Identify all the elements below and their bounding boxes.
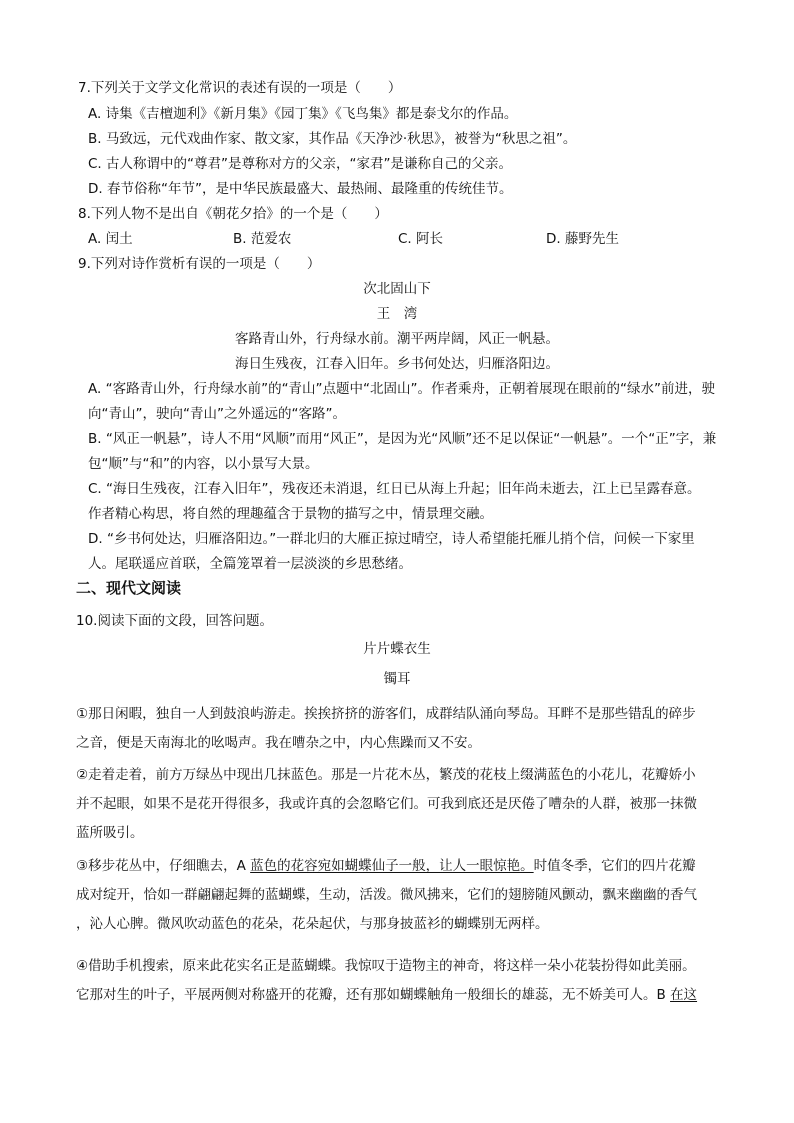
q8-option-a: A. 闰土	[88, 231, 133, 247]
q9-option-b-line2: 包“顺”与“和”的内容，以小景写大景。	[88, 456, 319, 472]
q7-option-a: A. 诗集《吉檀迦利》《新月集》《园丁集》《飞鸟集》都是泰戈尔的作品。	[88, 106, 518, 122]
q9-option-a-line2: 向“青山”，驶向“青山”之外遥远的“客路”。	[88, 406, 346, 422]
q7-option-b: B. 马致远，元代戏曲作家、散文家，其作品《天净沙·秋思》，被誉为“秋思之祖”。	[88, 131, 577, 147]
q9-option-c-line1: C. “海日生残夜，江春入旧年”，残夜还未消退，红日已从海上升起；旧年尚未逝去，江上已呈露春意。	[88, 481, 701, 497]
q7-stem: 7.下列关于文学文化常识的表述有误的一项是（ ）	[78, 80, 402, 96]
underlined-sentence-a: 蓝色的花容宛如蝴蝶仙子一般，让人一眼惊艳。	[250, 858, 534, 874]
q7-option-c: C. 古人称谓中的“尊君”是尊称对方的父亲，“家君”是谦称自己的父亲。	[88, 156, 512, 172]
paragraph-2-line1: ②走着走着，前方万绿丛中现出几抹蓝色。那是一片花木丛，繁茂的花枝上缀满蓝色的小花儿，花瓣娇小	[76, 767, 696, 783]
paragraph-3-text-cont: 时值冬季，它们的四片花瓣	[533, 858, 696, 874]
q9-option-d-line1: D. “乡书何处达，归雁洛阳边。”一群北归的大雁正掠过晴空，诗人希望能托雁儿捎个信，问候一下家里	[88, 531, 695, 547]
paragraph-1-line2: 之音，便是天南海北的吆喝声。我在嘈杂之中，内心焦躁而又不安。	[76, 735, 481, 751]
article-author: 镯耳	[383, 671, 411, 687]
paragraph-4-text: 它那对生的叶子，平展两侧对称盛开的花瓣，还有那如蝴蝶触角一般细长的雄蕊，无不娇美可人。B	[76, 987, 671, 1003]
paragraph-2-line3: 蓝所吸引。	[76, 825, 144, 841]
paragraph-1-line1: ①那日闲暇，独自一人到鼓浪屿游走。挨挨挤挤的游客们，成群结队涌向琴岛。耳畔不是那些错乱的碎步	[76, 706, 696, 722]
q9-stem: 9.下列对诗作赏析有误的一项是（ ）	[78, 256, 321, 272]
paragraph-3-line3: ，沁人心脾。微风吹动蓝色的花朵，花朵起伏，与那身披蓝衫的蝴蝶别无两样。	[76, 916, 549, 932]
paragraph-4-line1: ④借助手机搜索，原来此花实名正是蓝蝴蝶。我惊叹于造物主的神奇，将这样一朵小花装扮得如此美丽。	[76, 958, 696, 974]
q8-option-c: C. 阿长	[398, 231, 444, 247]
article-title: 片片蝶衣生	[363, 641, 431, 657]
q8-option-d: D. 藤野先生	[546, 231, 619, 247]
poem-author: 王 湾	[376, 306, 418, 322]
underlined-sentence-b: 在这	[670, 987, 698, 1003]
poem-line-2: 海日生残夜，江春入旧年。乡书何处达，归雁洛阳边。	[235, 356, 559, 372]
paragraph-3-line1	[76, 857, 721, 875]
q9-option-a-line1: A. “客路青山外，行舟绿水前”的“青山”点题中“北固山”。作者乘舟，正朝着展现在眼前的“绿水”前进，驶	[88, 381, 716, 397]
q9-option-d-line2: 人。尾联遥应首联，全篇笼罩着一层淡淡的乡思愁绪。	[88, 556, 412, 572]
q9-option-c-line2: 作者精心构思，将自然的理趣蕴含于景物的描写之中，情景理交融。	[88, 506, 493, 522]
paragraph-3-text: ③移步花丛中，仔细瞧去，A	[76, 858, 251, 874]
poem-line-1: 客路青山外，行舟绿水前。潮平两岸阔，风正一帆悬。	[235, 331, 559, 347]
q10-stem: 10.阅读下面的文段，回答问题。	[76, 613, 273, 629]
paragraph-4-line2	[76, 986, 721, 1004]
paragraph-3-line2: 成对绽开，恰如一群翩翩起舞的蓝蝴蝶，生动，活泼。微风拂来，它们的翅膀随风颤动，飘来幽幽的香气	[76, 887, 697, 903]
poem-title: 次北固山下	[363, 281, 431, 297]
q8-option-b: B. 范爱农	[233, 231, 292, 247]
q8-stem: 8.下列人物不是出自《朝花夕拾》的一个是（ ）	[78, 206, 388, 222]
paragraph-2-line2: 并不起眼，如果不是花开得很多，我或许真的会忽略它们。可我到底还是厌倦了嘈杂的人群，被那一抹微	[76, 796, 697, 812]
q7-option-d: D. 春节俗称“年节”，是中华民族最盛大、最热闹、最隆重的传统佳节。	[88, 181, 513, 197]
section-heading: 二、现代文阅读	[76, 579, 182, 597]
q9-option-b-line1: B. “风正一帆悬”，诗人不用“风顺”而用“风正”，是因为光“风顺”还不足以保证“一帆悬”。一个“正”字，兼	[88, 431, 717, 447]
